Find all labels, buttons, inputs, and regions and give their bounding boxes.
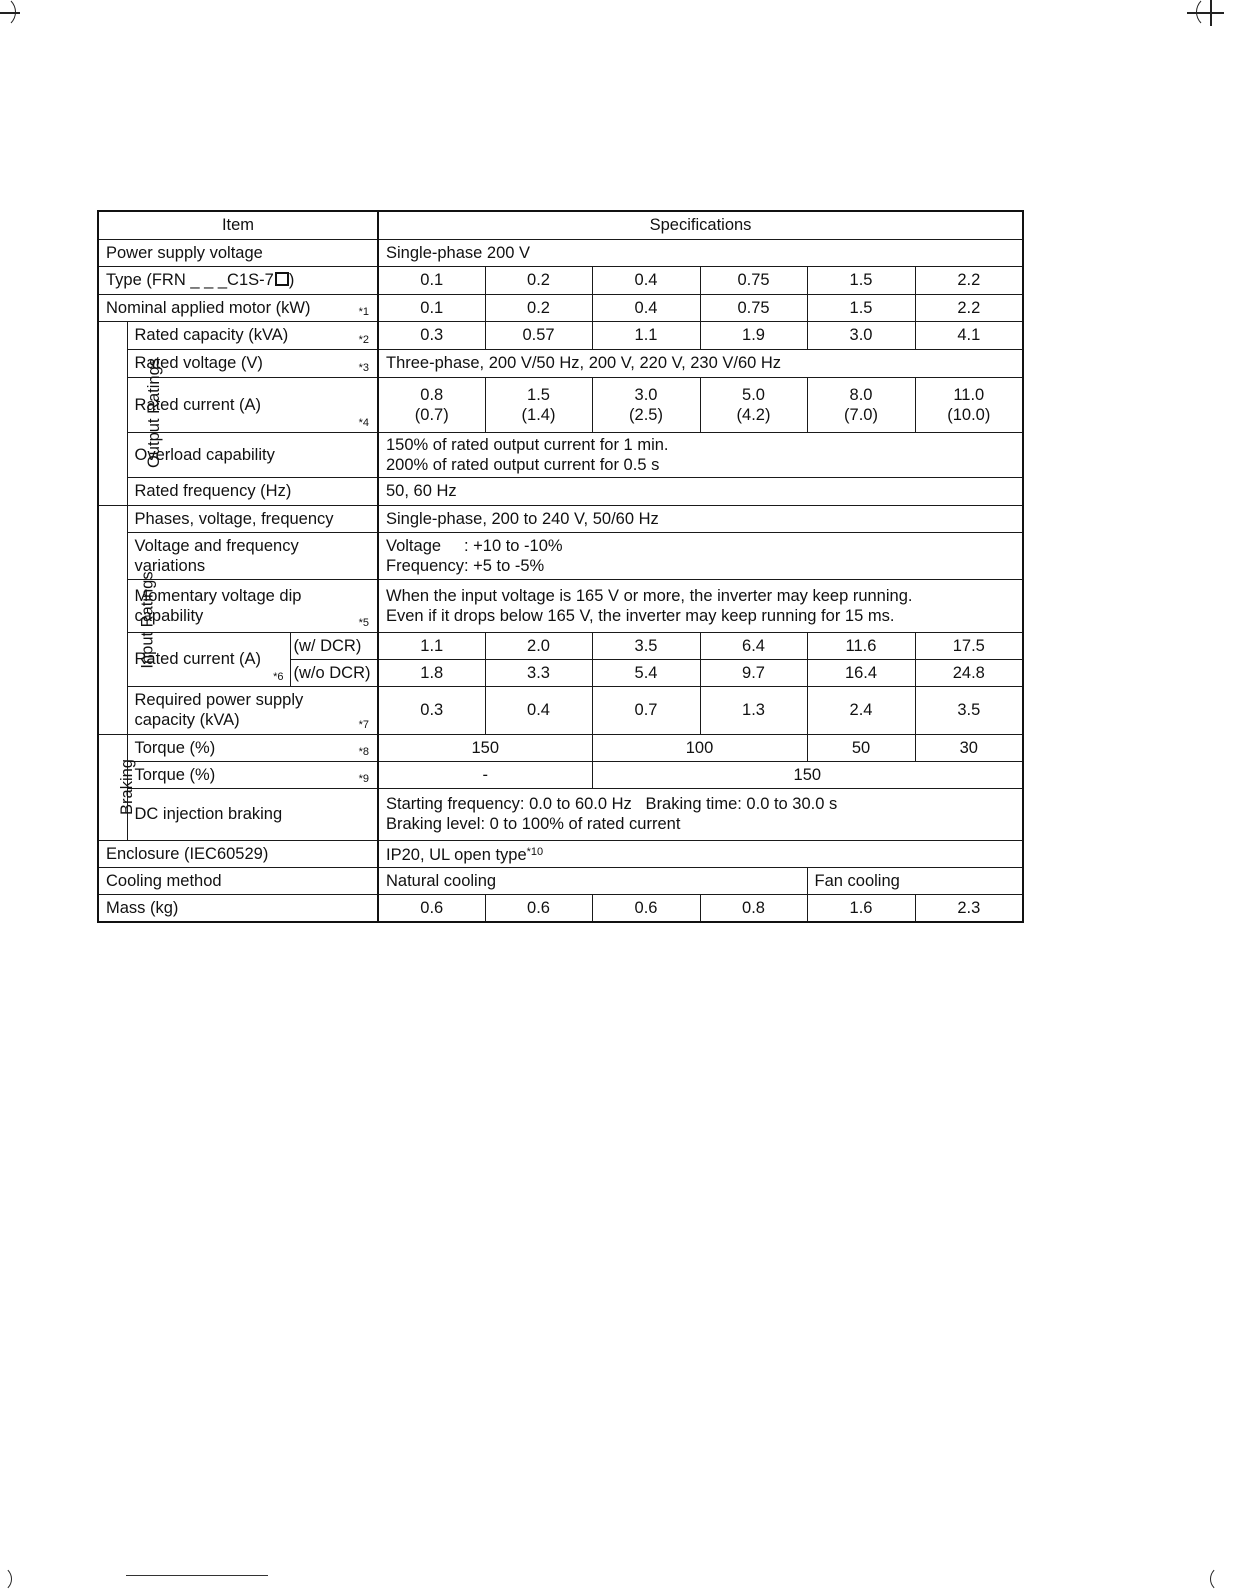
rated-current-output-label: Rated current (A) *4	[127, 377, 378, 432]
rated-capacity-value: 1.9	[700, 321, 807, 349]
table-row	[98, 867, 1023, 894]
nominal-motor-value: 0.4	[592, 294, 700, 321]
specifications-table	[97, 210, 1024, 923]
table-row	[98, 477, 1023, 505]
table-row	[98, 686, 1023, 734]
torque-8-label: Torque (%) *8	[127, 734, 378, 761]
rated-capacity-value: 4.1	[915, 321, 1023, 349]
rated-capacity-value: 0.57	[485, 321, 592, 349]
torque-9-value: -	[378, 761, 592, 788]
torque-9-value: 150	[592, 761, 1023, 788]
mass-value: 0.6	[485, 894, 592, 922]
mass-value: 2.3	[915, 894, 1023, 922]
type-value: 1.5	[807, 266, 915, 294]
without-dcr-value: 16.4	[807, 659, 915, 686]
rated-current-output-value: 1.5 (1.4)	[485, 377, 592, 432]
type-value: 0.4	[592, 266, 700, 294]
registration-mark-bottom-left	[0, 1566, 12, 1592]
rated-current-output-value: 3.0 (2.5)	[592, 377, 700, 432]
power-capacity-value: 0.7	[592, 686, 700, 734]
torque-8-value: 100	[592, 734, 807, 761]
with-dcr-value: 11.6	[807, 632, 915, 659]
without-dcr-value: 24.8	[915, 659, 1023, 686]
table-row	[98, 321, 1023, 349]
rated-frequency-label: Rated frequency (Hz)	[127, 477, 378, 505]
table-row	[98, 266, 1023, 294]
without-dcr-value: 3.3	[485, 659, 592, 686]
table-row	[98, 377, 1023, 432]
header-item: Item	[98, 211, 378, 239]
nominal-motor-value: 0.2	[485, 294, 592, 321]
power-supply-label: Power supply voltage	[98, 239, 378, 266]
nominal-motor-value: 0.1	[378, 294, 485, 321]
rated-voltage-value: Three-phase, 200 V/50 Hz, 200 V, 220 V, 230 V/60 Hz	[378, 349, 1023, 377]
table-row	[98, 349, 1023, 377]
header-specifications: Specifications	[378, 211, 1023, 239]
with-dcr-value: 17.5	[915, 632, 1023, 659]
type-label: Type (FRN _ _ _C1S-7 )	[98, 266, 378, 294]
table-row	[98, 294, 1023, 321]
input-ratings-group-label: Input Ratings	[98, 505, 127, 734]
table-row	[98, 532, 1023, 579]
type-value: 0.2	[485, 266, 592, 294]
nominal-motor-value: 0.75	[700, 294, 807, 321]
overload-value: 150% of rated output current for 1 min. 200% of rated output current for 0.5 s	[378, 432, 1023, 477]
rated-current-output-value: 0.8 (0.7)	[378, 377, 485, 432]
square-icon	[275, 272, 289, 286]
power-capacity-value: 0.3	[378, 686, 485, 734]
table-row	[98, 632, 1023, 659]
rated-current-input-label: Rated current (A) *6	[127, 632, 290, 686]
table-row	[98, 239, 1023, 266]
without-dcr-value: 5.4	[592, 659, 700, 686]
with-dcr-value: 6.4	[700, 632, 807, 659]
enclosure-value: IP20, UL open type$^{*10}$	[378, 840, 1023, 867]
table-row	[98, 840, 1023, 867]
type-value: 0.75	[700, 266, 807, 294]
without-dcr-value: 1.8	[378, 659, 485, 686]
rated-current-output-value: 5.0 (4.2)	[700, 377, 807, 432]
with-dcr-label: (w/ DCR)	[290, 632, 378, 659]
variations-label: Voltage and frequency variations	[127, 532, 378, 579]
nominal-motor-value: 2.2	[915, 294, 1023, 321]
mass-label: Mass (kg)	[98, 894, 378, 922]
mass-value: 0.6	[592, 894, 700, 922]
voltage-dip-label: Momentary voltage dip capability *5	[127, 579, 378, 632]
header-row	[98, 211, 1023, 239]
mass-value: 0.6	[378, 894, 485, 922]
power-supply-value: Single-phase 200 V	[378, 239, 1023, 266]
rated-capacity-value: 0.3	[378, 321, 485, 349]
dc-braking-label: DC injection braking	[127, 788, 378, 840]
table-row	[98, 432, 1023, 477]
table-row	[98, 894, 1023, 922]
nominal-motor-label: Nominal applied motor (kW) *1	[98, 294, 378, 321]
footer-rule	[126, 1575, 268, 1576]
power-capacity-value: 0.4	[485, 686, 592, 734]
torque-8-value: 150	[378, 734, 592, 761]
without-dcr-label: (w/o DCR)	[290, 659, 378, 686]
torque-8-value: 30	[915, 734, 1023, 761]
with-dcr-value: 2.0	[485, 632, 592, 659]
nominal-motor-value: 1.5	[807, 294, 915, 321]
phases-label: Phases, voltage, frequency	[127, 505, 378, 532]
power-capacity-value: 2.4	[807, 686, 915, 734]
power-capacity-label: Required power supply capacity (kVA) *7	[127, 686, 378, 734]
rated-voltage-label: Rated voltage (V) *3	[127, 349, 378, 377]
rated-capacity-value: 3.0	[807, 321, 915, 349]
torque-9-label: Torque (%) *9	[127, 761, 378, 788]
output-ratings-group-label: Output Ratings	[98, 321, 127, 505]
with-dcr-value: 3.5	[592, 632, 700, 659]
cooling-natural: Natural cooling	[378, 867, 807, 894]
mass-value: 1.6	[807, 894, 915, 922]
rated-capacity-value: 1.1	[592, 321, 700, 349]
dc-braking-value: Starting frequency: 0.0 to 60.0 Hz Braking time: 0.0 to 30.0 s Braking level: 0 to 100% of rated current	[378, 788, 1023, 840]
registration-mark-bottom-right	[1210, 1566, 1236, 1592]
power-capacity-value: 1.3	[700, 686, 807, 734]
table-row	[98, 505, 1023, 532]
without-dcr-value: 9.7	[700, 659, 807, 686]
enclosure-label: Enclosure (IEC60529)	[98, 840, 378, 867]
rated-current-output-value: 11.0 (10.0)	[915, 377, 1023, 432]
table-row	[98, 579, 1023, 632]
type-value: 2.2	[915, 266, 1023, 294]
cooling-fan: Fan cooling	[807, 867, 1023, 894]
rated-capacity-label: Rated capacity (kVA) *2	[127, 321, 378, 349]
torque-8-value: 50	[807, 734, 915, 761]
cooling-label: Cooling method	[98, 867, 378, 894]
table-row	[98, 788, 1023, 840]
rated-frequency-value: 50, 60 Hz	[378, 477, 1023, 505]
table-row	[98, 734, 1023, 761]
power-capacity-value: 3.5	[915, 686, 1023, 734]
rated-current-output-value: 8.0 (7.0)	[807, 377, 915, 432]
with-dcr-value: 1.1	[378, 632, 485, 659]
table-row	[98, 761, 1023, 788]
overload-label: Overload capability	[127, 432, 378, 477]
variations-value: Voltage : +10 to -10% Frequency: +5 to -5%	[378, 532, 1023, 579]
braking-group-label: Braking	[98, 734, 127, 840]
voltage-dip-value: When the input voltage is 165 V or more, the inverter may keep running. Even if it drops below 165 V, the inverter may keep running for 15 ms.	[378, 579, 1023, 632]
mass-value: 0.8	[700, 894, 807, 922]
phases-value: Single-phase, 200 to 240 V, 50/60 Hz	[378, 505, 1023, 532]
type-value: 0.1	[378, 266, 485, 294]
